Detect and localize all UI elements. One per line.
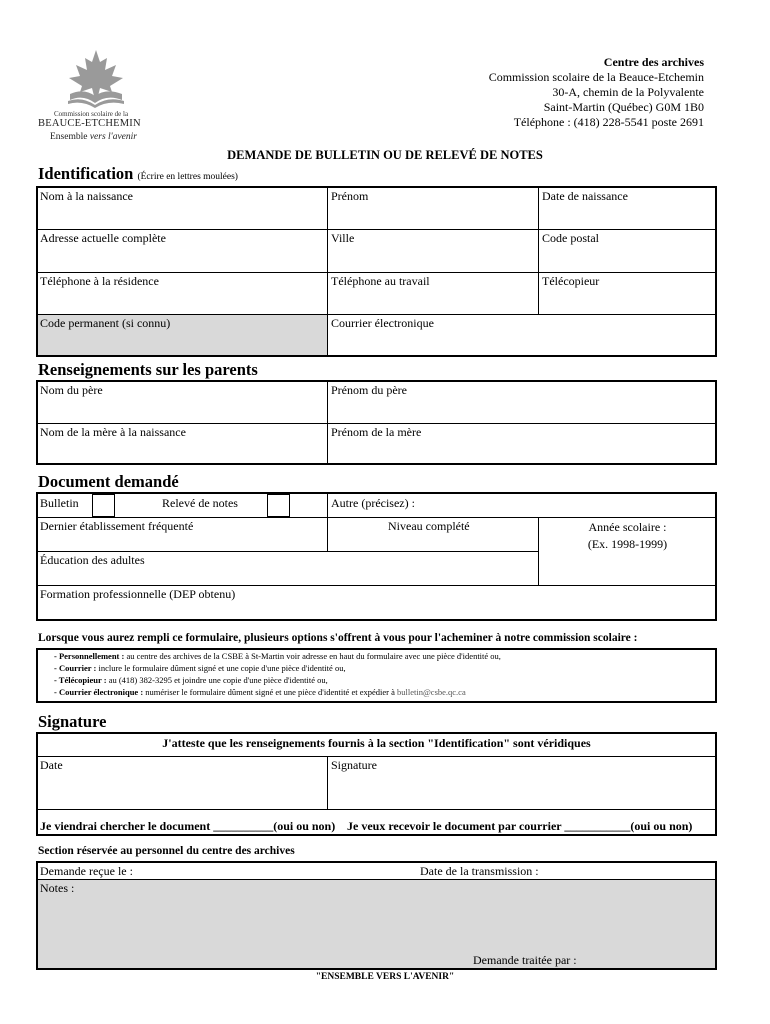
- field-formation-professionnelle[interactable]: Formation professionnelle (DEP obtenu): [40, 587, 236, 601]
- field-date-naissance[interactable]: Date de naissance: [542, 189, 628, 203]
- field-autre[interactable]: Autre (précisez) :: [331, 496, 415, 510]
- reserved-box: [36, 861, 717, 970]
- options-intro: Lorsque vous aurez rempli ce formulaire, plusieurs options s'offrent à vous pour l'acheminer à notre commission scolaire :: [38, 632, 638, 644]
- field-dernier-etablissement[interactable]: Dernier établissement fréquenté: [40, 519, 194, 533]
- field-tel-travail[interactable]: Téléphone au travail: [331, 274, 430, 288]
- field-courriel[interactable]: Courrier électronique: [331, 316, 434, 330]
- releve-checkbox[interactable]: [267, 494, 290, 517]
- page-title: DEMANDE DE BULLETIN OU DE RELEVÉ DE NOTES: [227, 148, 543, 162]
- field-prenom[interactable]: Prénom: [331, 189, 369, 203]
- logo: [38, 48, 168, 146]
- document-title: Document demandé: [38, 472, 179, 491]
- field-nom-naissance[interactable]: Nom à la naissance: [40, 189, 133, 203]
- field-adresse[interactable]: Adresse actuelle complète: [40, 231, 166, 245]
- pickup-option[interactable]: Je viendrai chercher le document __________(oui ou non): [40, 819, 336, 833]
- attestation-text: J'atteste que les renseignements fournis à la section "Identification" sont véridiques: [162, 736, 591, 750]
- document-box: [36, 492, 717, 621]
- logo-text-line3: Ensemble vers l'avenir: [50, 132, 137, 142]
- address-line-2: Commission scolaire de la Beauce-Etchemin: [488, 70, 704, 84]
- maple-leaf-book-icon: [60, 48, 132, 110]
- field-nom-mere[interactable]: Nom de la mère à la naissance: [40, 425, 186, 439]
- identification-title: Identification (Écrire en lettres moulées): [38, 164, 238, 183]
- footer-motto: "ENSEMBLE VERS L'AVENIR": [315, 972, 455, 982]
- address-line-4: Saint-Martin (Québec) G0M 1B0: [543, 100, 704, 114]
- bulletin-checkbox[interactable]: [92, 494, 115, 517]
- field-prenom-mere[interactable]: Prénom de la mère: [331, 425, 422, 439]
- mail-option[interactable]: Je veux recevoir le document par courrier ___________(oui ou non): [347, 819, 693, 833]
- signature-title: Signature: [38, 712, 107, 731]
- field-education-adultes[interactable]: Éducation des adultes: [40, 553, 145, 567]
- field-signature[interactable]: Signature: [331, 758, 377, 772]
- field-notes[interactable]: Notes :: [40, 881, 75, 895]
- field-date-transmission[interactable]: Date de la transmission :: [420, 864, 539, 878]
- parents-box: [36, 380, 717, 465]
- field-nom-pere[interactable]: Nom du père: [40, 383, 103, 397]
- field-code-postal[interactable]: Code postal: [542, 231, 599, 245]
- option-courrier-electronique: - Courrier électronique : numériser le formulaire dûment signé et une pièce d'identité et expédier à bulletin@csbe.qc.ca: [54, 687, 466, 697]
- reserved-title: Section réservée au personnel du centre des archives: [38, 845, 295, 857]
- field-prenom-pere[interactable]: Prénom du père: [331, 383, 407, 397]
- field-tel-residence[interactable]: Téléphone à la résidence: [40, 274, 159, 288]
- address-line-1: Centre des archives: [603, 55, 704, 69]
- field-annee-scolaire[interactable]: Année scolaire : (Ex. 1998-1999): [587, 520, 668, 551]
- field-ville[interactable]: Ville: [331, 231, 355, 245]
- address-line-3: 30-A, chemin de la Polyvalente: [552, 85, 704, 99]
- bulletin-label: Bulletin: [40, 496, 79, 510]
- option-courrier: - Courrier : inclure le formulaire dûment signé et une copie d'une pièce d'identité ou,: [54, 663, 346, 673]
- parents-title: Renseignements sur les parents: [38, 360, 258, 379]
- releve-label: Relevé de notes: [162, 496, 238, 510]
- field-telecopieur[interactable]: Télécopieur: [542, 274, 600, 288]
- logo-text-line1: Commission scolaire de la: [54, 110, 129, 118]
- logo-text-line2: BEAUCE-ETCHEMIN: [38, 118, 141, 129]
- field-demande-recue[interactable]: Demande reçue le :: [40, 864, 133, 878]
- option-telecopieur: - Télécopieur : au (418) 382-3295 et joindre une copie d'une pièce d'identité ou,: [54, 675, 328, 685]
- signature-box: [36, 732, 717, 836]
- options-box: [36, 648, 717, 703]
- identification-box: [36, 186, 717, 357]
- field-code-permanent[interactable]: Code permanent (si connu): [40, 316, 171, 330]
- field-date-signature[interactable]: Date: [40, 758, 63, 772]
- field-niveau-complete[interactable]: Niveau complété: [388, 519, 470, 533]
- field-demande-traitee[interactable]: Demande traitée par :: [473, 953, 577, 967]
- header-address: [489, 55, 704, 130]
- option-personnellement: - Personnellement : au centre des archives de la CSBE à St-Martin voir adresse en haut du formulaire avec une pièce d'identité ou,: [54, 651, 501, 661]
- email-link[interactable]: bulletin@csbe.qc.ca: [397, 687, 466, 697]
- address-line-5: Téléphone : (418) 228-5541 poste 2691: [513, 115, 704, 129]
